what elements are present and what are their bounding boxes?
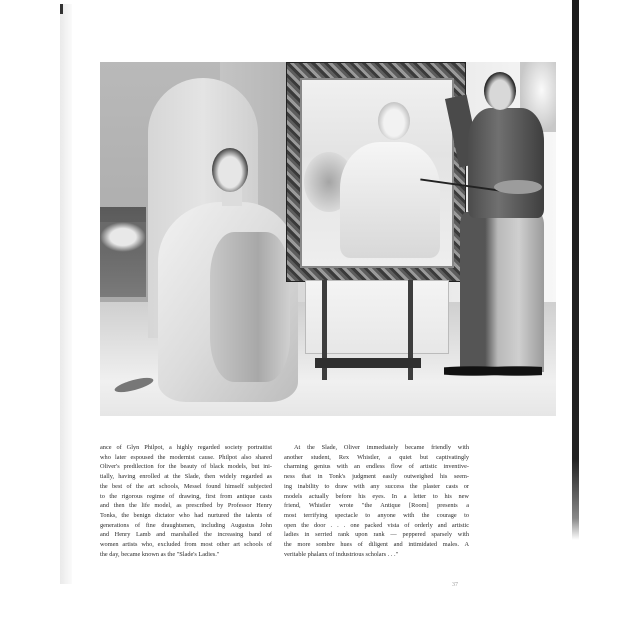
book-spine-shadow [572, 0, 579, 540]
photograph [100, 62, 556, 416]
photo-painter-head [484, 72, 516, 110]
photo-seated-woman-head [212, 148, 248, 192]
text-line: tially, having enrolled at the Slade, then widely regarded as [100, 473, 272, 481]
photo-painter-trousers [460, 212, 544, 372]
text-line: Tonks, the benign dictator who had nurtured the talents of [100, 511, 272, 519]
text-line: another student, Rex Whistler, a quiet but captivatingly [284, 453, 469, 461]
text-line: most terrifying spectacle to anyone with the courage to [284, 511, 469, 519]
text-line: who later espoused the modernist cause. Philpot also shared [100, 453, 272, 461]
text-line: ing inability to draw with any success the plaster casts or [284, 482, 469, 490]
page-number: 37 [452, 582, 458, 588]
text-line: ness that in Tonk's judgment easily outweighed his seem- [284, 473, 469, 481]
text-line: veritable phalanx of industrious scholars . . ." [284, 550, 399, 558]
text-line: and then the life model, as prescribed by Professor Henry [100, 502, 272, 510]
text-line: friend, Whistler wrote "the Antique [Room] presents a [284, 502, 469, 510]
photo-painter-shoes [444, 364, 542, 378]
page-edge-left [60, 4, 72, 584]
text-line: open the door . . . one packed vista of orderly and artistic [284, 521, 469, 529]
text-line: models actually before his eyes. In a letter to his new [284, 492, 469, 500]
text-line: the best of the art schools, Messel found himself subjected [100, 482, 272, 490]
body-text-right-column [284, 443, 469, 559]
text-line: the day, became known as the "Slade's Ladies." [100, 550, 220, 558]
text-line: ladies in serried rank upon rank — peppered sparsely with [284, 531, 469, 539]
text-line: to the rigorous regime of drawing, first from antique casts [100, 492, 272, 500]
photo-seated-woman-shawl [210, 232, 290, 382]
photo-painted-figure-body [340, 142, 440, 258]
photo-side-table-ornament [100, 222, 146, 252]
text-line: charming genius with an endless flow of artistic inventive- [284, 463, 469, 471]
text-line: At the Slade, Oliver immediately became friendly with [294, 444, 469, 451]
text-line: ance of Glyn Philpot, a highly regarded society portraitist [100, 444, 272, 451]
text-line: and Henry Lamb and marshalled the increasing band of [100, 531, 272, 539]
photo-painter-shirt [468, 108, 544, 218]
photo-palette [494, 180, 542, 194]
photo-painted-figure-head [378, 102, 410, 140]
text-line: generations of fine draughtsmen, including Augustus John [100, 521, 272, 529]
text-line: women artists who, excluded from most other art schools of [100, 541, 272, 549]
text-line: the more sombre hues of diligent and intimidated males. A [284, 541, 469, 549]
text-line: Oliver's predilection for the beauty of black models, but ini- [100, 463, 272, 471]
photo-side-table [100, 207, 146, 297]
body-text-left-column [100, 443, 272, 559]
photo-easel-base [315, 358, 421, 368]
